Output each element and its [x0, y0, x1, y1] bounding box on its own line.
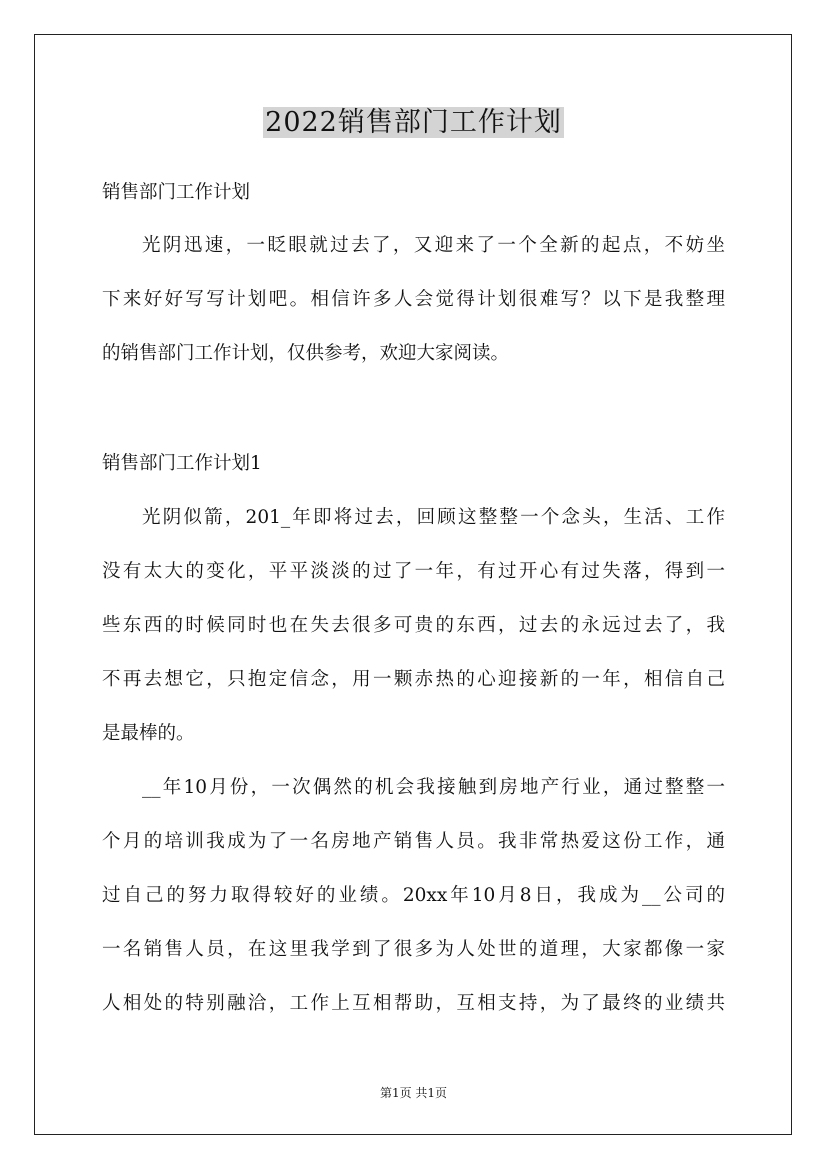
paragraph-line: 是最棒的。	[102, 723, 195, 744]
page-footer: 第1页 共1页	[379, 1086, 448, 1100]
intro-line: 的销售部门工作计划，仅供参考，欢迎大家阅读。	[102, 343, 510, 364]
paragraph-line: 些东西的时候同时也在失去很多可贵的东西，过去的永远过去了，我	[102, 615, 725, 636]
document-title: 2022销售部门工作计划	[265, 107, 562, 138]
paragraph-line: 个月的培训我成为了一名房地产销售人员。我非常热爱这份工作，通	[102, 831, 725, 852]
intro-line: 光阴迅速，一眨眼就过去了，又迎来了一个全新的起点，不妨坐	[142, 235, 725, 256]
paragraph-line: 不再去想它，只抱定信念，用一颗赤热的心迎接新的一年，相信自己	[102, 669, 725, 690]
section-heading: 销售部门工作计划1	[102, 453, 262, 474]
paragraph-line: __年10月份，一次偶然的机会我接触到房地产行业，通过整整一	[142, 777, 725, 798]
document-title-wrap	[0, 103, 827, 143]
paragraph-line: 过自己的努力取得较好的业绩。20xx年10月8日，我成为__公司的	[102, 885, 725, 906]
paragraph-line: 人相处的特别融洽，工作上互相帮助，互相支持，为了最终的业绩共	[102, 993, 725, 1014]
section-heading: 销售部门工作计划	[102, 182, 251, 203]
intro-line: 下来好好写写计划吧。相信许多人会觉得计划很难写？以下是我整理	[102, 289, 725, 310]
paragraph-line: 光阴似箭，201_年即将过去，回顾这整整一个念头，生活、工作	[142, 507, 725, 528]
paragraph-line: 没有太大的变化，平平淡淡的过了一年，有过开心有过失落，得到一	[102, 561, 725, 582]
paragraph-line: 一名销售人员，在这里我学到了很多为人处世的道理，大家都像一家	[102, 939, 725, 960]
